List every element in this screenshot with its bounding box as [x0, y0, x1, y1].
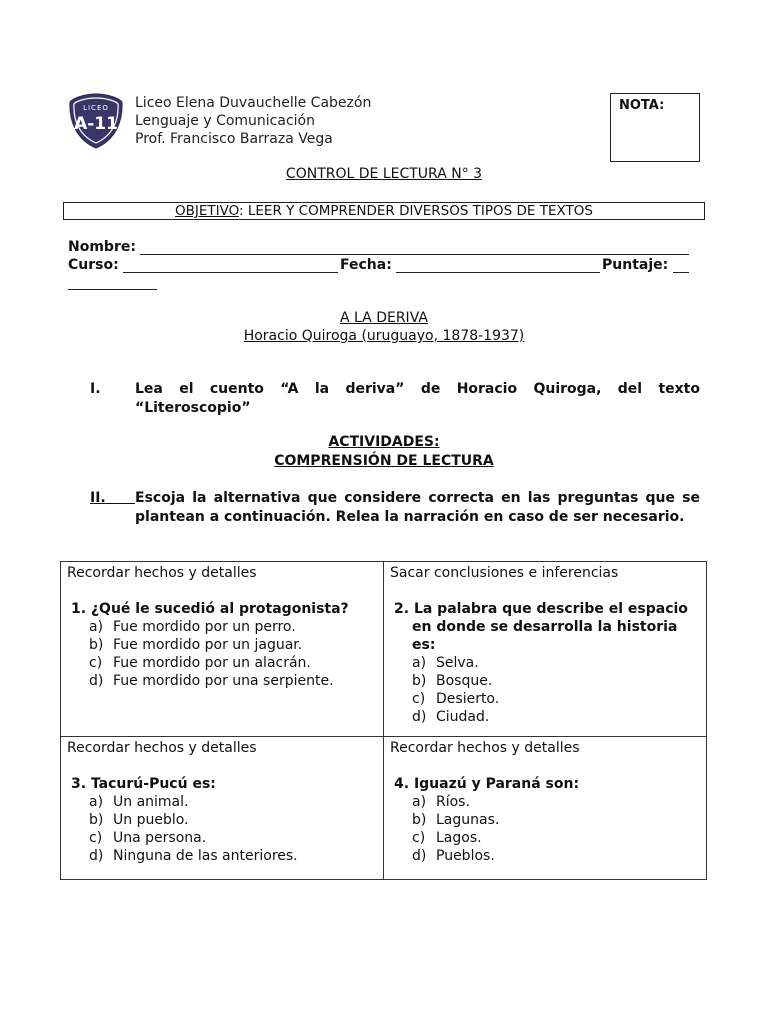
option-b[interactable]: b) Lagunas. [412, 812, 500, 828]
section-2-number: II. [90, 490, 106, 506]
date-label: Fecha: [340, 257, 392, 273]
school-logo [67, 92, 125, 150]
score-field-continued[interactable] [68, 289, 157, 290]
options-list [67, 793, 377, 865]
teacher-name: Prof. Francisco Barraza Vega [135, 131, 333, 147]
section-2-text: Escoja la alternativa que considere correcta en las preguntas que se plantean a continuación. Relea la narración en caso de ser necesario. [135, 490, 700, 525]
grade-box[interactable] [610, 93, 700, 162]
option-d[interactable]: d) Pueblos. [412, 848, 495, 864]
option-b[interactable]: b) Un pueblo. [89, 812, 189, 828]
objective-box [63, 202, 705, 220]
course-label: Curso: [68, 257, 119, 273]
options-list [390, 793, 700, 865]
question-text: 4. Iguazú y Paraná son: [394, 776, 580, 792]
date-field[interactable] [396, 272, 600, 273]
option-a[interactable]: a) Un animal. [89, 794, 189, 810]
section-1-text: Lea el cuento “A la deriva” de Horacio Quiroga, del texto “Literoscopio” [135, 381, 700, 416]
option-c[interactable]: c) Una persona. [89, 830, 207, 846]
option-d[interactable]: d) Ninguna de las anteriores. [89, 848, 298, 864]
option-d[interactable]: d) Fue mordido por una serpiente. [89, 673, 334, 689]
question-text: 2. La palabra que describe el espacio en donde se desarrolla la historia es: [394, 601, 688, 653]
question-cell-3 [61, 737, 384, 880]
story-title: A LA DERIVA [340, 310, 428, 326]
section-1-number: I. [90, 381, 101, 397]
question-cell-4 [384, 737, 707, 880]
activities-subtitle: COMPRENSIÓN DE LECTURA [274, 453, 494, 469]
questions-table [60, 561, 707, 880]
question-category: Recordar hechos y detalles [67, 565, 257, 581]
svg-text:LICEO: LICEO [83, 104, 109, 112]
option-c[interactable]: c) Desierto. [412, 691, 500, 707]
option-a[interactable]: a) Fue mordido por un perro. [89, 619, 296, 635]
story-author: Horacio Quiroga (uruguayo, 1878-1937) [243, 328, 525, 344]
objective-label: OBJETIVO [175, 203, 240, 219]
svg-text:A-11: A-11 [74, 114, 118, 134]
score-label: Puntaje: [602, 257, 669, 273]
question-cell-1 [61, 562, 384, 737]
question-category: Recordar hechos y detalles [390, 740, 580, 756]
question-category: Recordar hechos y detalles [67, 740, 257, 756]
option-a[interactable]: a) Selva. [412, 655, 479, 671]
activities-title: ACTIVIDADES: [328, 434, 440, 450]
name-label: Nombre: [68, 239, 136, 255]
option-b[interactable]: b) Bosque. [412, 673, 493, 689]
objective-text: : LEER Y COMPRENDER DIVERSOS TIPOS DE TEXTOS [239, 203, 593, 219]
page-title: CONTROL DE LECTURA N° 3 [285, 166, 483, 182]
score-field[interactable] [673, 272, 689, 273]
option-d[interactable]: d) Ciudad. [412, 709, 490, 725]
grade-label: NOTA: [619, 98, 665, 113]
question-text: 1. ¿Qué le sucedió al protagonista? [71, 601, 349, 617]
option-b[interactable]: b) Fue mordido por un jaguar. [89, 637, 303, 653]
subject-name: Lenguaje y Comunicación [135, 113, 315, 129]
question-cell-2 [384, 562, 707, 737]
school-name: Liceo Elena Duvauchelle Cabezón [135, 95, 372, 111]
question-text: 3. Tacurú-Pucú es: [71, 776, 216, 792]
option-a[interactable]: a) Ríos. [412, 794, 470, 810]
options-list [67, 618, 377, 690]
option-c[interactable]: c) Lagos. [412, 830, 482, 846]
options-list [390, 654, 700, 726]
name-field[interactable] [140, 254, 689, 255]
option-c[interactable]: c) Fue mordido por un alacrán. [89, 655, 311, 671]
question-category: Sacar conclusiones e inferencias [390, 565, 619, 581]
course-field[interactable] [123, 272, 338, 273]
